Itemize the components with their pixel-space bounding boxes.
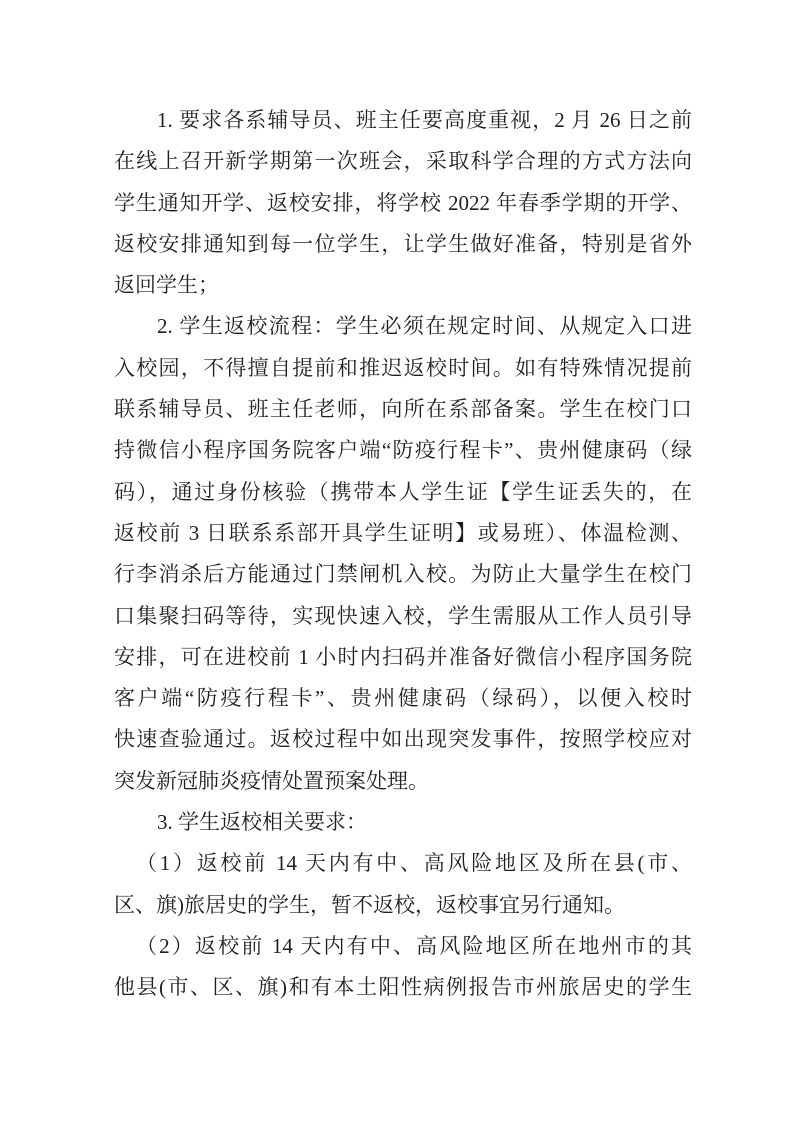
- text-line: 返回学生；: [114, 273, 219, 298]
- text-line: 持微信小程序国务院客户端“防疫行程卡”、贵州健康码（绿: [114, 438, 692, 463]
- paragraph: [114, 100, 692, 306]
- text-line: 安排，可在进校前 1 小时内扫码并准备好微信小程序国务院: [114, 644, 692, 669]
- text-line: 返校安排通知到每一位学生，让学生做好准备，特别是省外: [114, 231, 692, 256]
- text-line: （1）返校前 14 天内有中、高风险地区及所在县(市、: [136, 851, 692, 876]
- text-line: 返校前 3 日联系系部开具学生证明】或易班）、体温检测、: [114, 520, 692, 545]
- text-line: 快速查验通过。返校过程中如出现突发事件，按照学校应对: [114, 727, 692, 752]
- text-line: 他县(市、区、旗)和有本土阳性病例报告市州旅居史的学生: [114, 975, 692, 1000]
- document-body: [114, 100, 692, 1009]
- paragraph: [114, 306, 692, 802]
- text-line: 3. 学生返校相关要求：: [157, 810, 367, 835]
- text-line: 入校园，不得擅自提前和推迟返校时间。如有特殊情况提前: [114, 355, 692, 380]
- text-line: 区、旗)旅居史的学生，暂不返校，返校事宜另行通知。: [114, 892, 625, 917]
- text-line: 突发新冠肺炎疫情处置预案处理。: [114, 768, 429, 793]
- text-line: 客户端“防疫行程卡”、贵州健康码（绿码），以便入校时: [114, 686, 692, 711]
- text-line: 2. 学生返校流程：学生必须在规定时间、从规定入口进: [157, 314, 692, 339]
- text-line: 行李消杀后方能通过门禁闸机入校。为防止大量学生在校门: [114, 562, 692, 587]
- text-line: （2）返校前 14 天内有中、高风险地区所在地州市的其: [136, 933, 692, 958]
- paragraph: [114, 843, 692, 926]
- paragraph: [114, 926, 692, 1009]
- text-line: 码），通过身份核验（携带本人学生证【学生证丢失的，在: [114, 479, 692, 504]
- text-line: 学生通知开学、返校安排，将学校 2022 年春季学期的开学、: [114, 190, 692, 215]
- paragraph: [114, 802, 692, 843]
- text-line: 联系辅导员、班主任老师，向所在系部备案。学生在校门口: [114, 397, 692, 422]
- text-line: 口集聚扫码等待，实现快速入校，学生需服从工作人员引导: [114, 603, 692, 628]
- text-line: 1. 要求各系辅导员、班主任要高度重视，2 月 26 日之前: [157, 108, 692, 132]
- text-line: 在线上召开新学期第一次班会，采取科学合理的方式方法向: [114, 149, 692, 174]
